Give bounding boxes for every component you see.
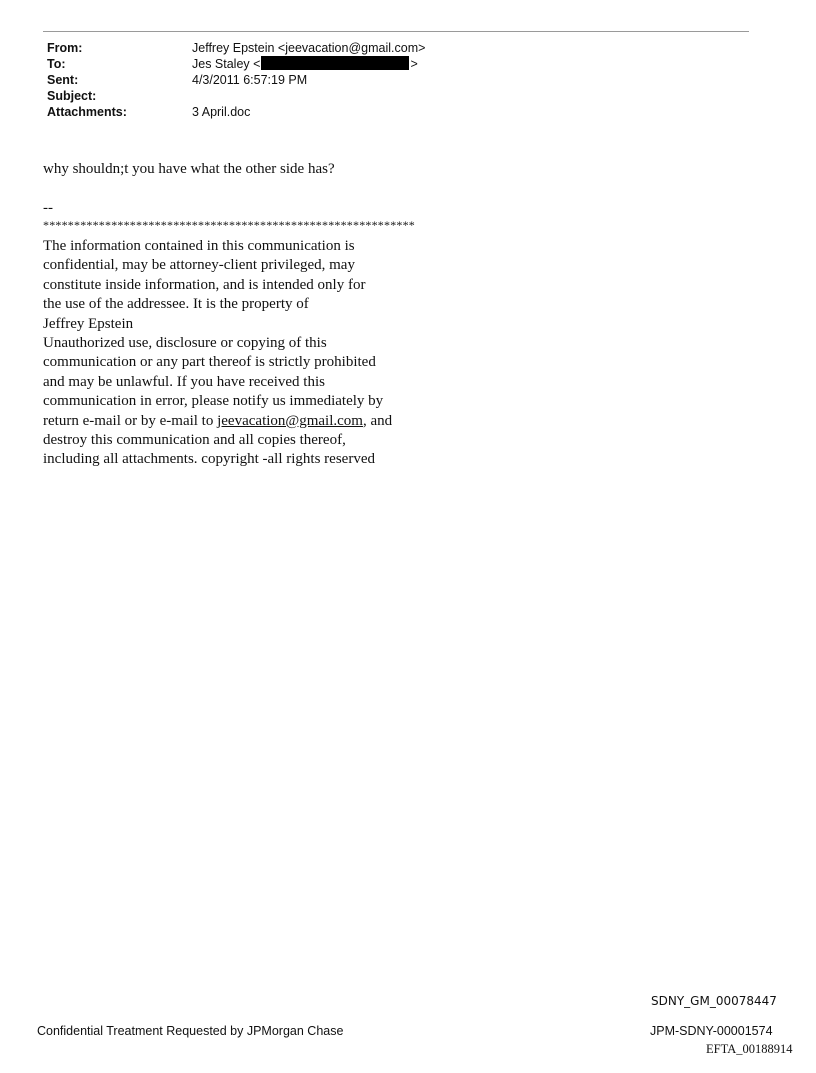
disclaimer-line: communication or any part thereof is strictly prohibited	[43, 354, 376, 371]
disclaimer-line: the use of the addressee. It is the property of	[43, 296, 309, 313]
attachments-label: Attachments:	[47, 105, 127, 119]
bates-number-efta: EFTA_00188914	[706, 1042, 793, 1056]
disclaimer-line-email	[43, 412, 392, 431]
to-label: To:	[47, 57, 66, 71]
disclaimer-line: and may be unlawful. If you have received this	[43, 373, 325, 390]
from-label: From:	[47, 41, 83, 55]
disclaimer-text: , and	[362, 412, 393, 429]
subject-label: Subject:	[47, 89, 97, 103]
bates-number-sdny: SDNY_GM_00078447	[651, 994, 777, 1008]
disclaimer-line: confidential, may be attorney-client privileged, may	[43, 257, 355, 274]
redaction-bar	[261, 56, 409, 70]
confidential-footer: Confidential Treatment Requested by JPMorgan Chase	[37, 1024, 344, 1038]
email-link[interactable]: jeevacation@gmail.com	[217, 412, 363, 429]
disclaimer-line: including all attachments. copyright -all rights reserved	[43, 451, 375, 468]
signature-separator: --	[43, 200, 53, 216]
to-value	[192, 56, 418, 72]
disclaimer-line: Jeffrey Epstein	[43, 315, 134, 332]
sent-value: 4/3/2011 6:57:19 PM	[192, 73, 308, 87]
sent-label: Sent:	[47, 73, 79, 87]
attachment-file[interactable]: 3 April.doc	[192, 105, 251, 119]
to-suffix: >	[410, 57, 418, 71]
confidentiality-disclaimer	[43, 237, 392, 470]
disclaimer-line: constitute inside information, and is intended only for	[43, 276, 366, 293]
bates-number-jpm: JPM-SDNY-00001574	[650, 1024, 773, 1038]
from-value: Jeffrey Epstein <jeevacation@gmail.com>	[192, 41, 426, 55]
disclaimer-line: destroy this communication and all copies thereof,	[43, 432, 346, 449]
header-rule	[43, 31, 749, 32]
disclaimer-text: return e-mail or by e-mail to	[43, 412, 218, 429]
to-prefix: Jes Staley <	[192, 57, 261, 71]
asterisk-divider: ************************************************************	[43, 218, 415, 232]
disclaimer-line: Unauthorized use, disclosure or copying of this	[43, 335, 327, 352]
disclaimer-line: The information contained in this communication is	[43, 238, 355, 254]
message-text: why shouldn;t you have what the other side has?	[43, 161, 335, 177]
disclaimer-line: communication in error, please notify us immediately by	[43, 393, 384, 410]
